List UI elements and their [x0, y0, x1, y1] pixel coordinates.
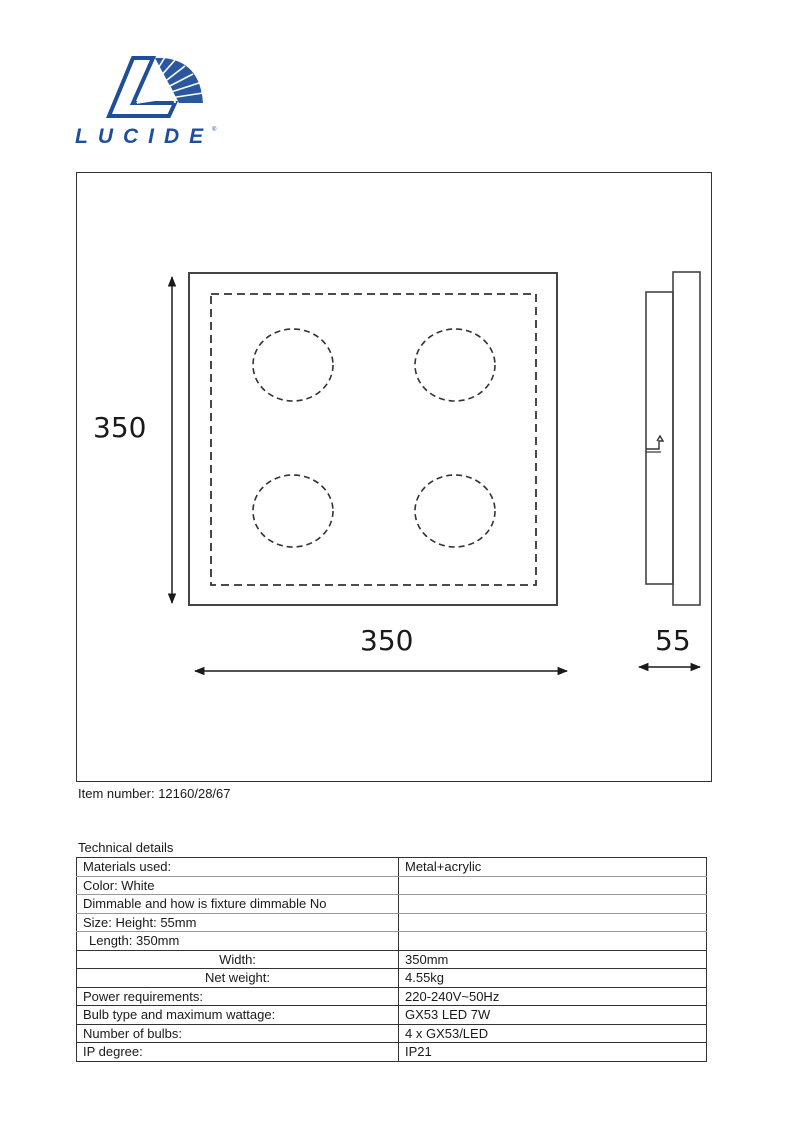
table-row [77, 1043, 707, 1062]
row-value: IP21 [399, 1043, 707, 1062]
row-value [399, 895, 707, 914]
front-view-outline [189, 273, 557, 605]
row-value [399, 876, 707, 895]
row-label: IP degree: [77, 1043, 399, 1062]
table-row [77, 895, 707, 914]
row-value: 220-240V~50Hz [399, 987, 707, 1006]
lucide-l-sunburst-icon [75, 55, 225, 125]
row-value: 350mm [399, 950, 707, 969]
row-value [399, 913, 707, 932]
logo-wordmark: LUCIDE [75, 125, 214, 148]
row-label: Length: 350mm [77, 932, 399, 951]
fixture-drawing [77, 173, 713, 783]
table-row [77, 1024, 707, 1043]
row-label: Materials used: [77, 858, 399, 877]
row-label: Size: Height: 55mm [77, 913, 399, 932]
technical-drawing [76, 172, 712, 782]
row-value: 4 x GX53/LED [399, 1024, 707, 1043]
item-number: Item number: 12160/28/67 [78, 786, 231, 801]
row-value: 4.55kg [399, 969, 707, 988]
registered-mark: ® [212, 127, 217, 133]
row-value [399, 932, 707, 951]
lucide-logo [75, 55, 225, 160]
bulb-circle-bottom-left [253, 475, 333, 547]
row-label: Width: [77, 950, 399, 969]
table-row [77, 987, 707, 1006]
row-label: Number of bulbs: [77, 1024, 399, 1043]
row-label: Dimmable and how is fixture dimmable No [77, 895, 399, 914]
table-row [77, 858, 707, 877]
row-label: Bulb type and maximum wattage: [77, 1006, 399, 1025]
height-dimension-label: 350 [93, 411, 147, 444]
row-value: GX53 LED 7W [399, 1006, 707, 1025]
row-label: Net weight: [77, 969, 399, 988]
inner-panel-dashed [211, 294, 536, 585]
bulb-circle-top-left [253, 329, 333, 401]
bulb-circle-top-right [415, 329, 495, 401]
table-row [77, 876, 707, 895]
table-row [77, 932, 707, 951]
width-dimension-label: 350 [360, 624, 414, 657]
bulb-circle-bottom-right [415, 475, 495, 547]
row-label: Power requirements: [77, 987, 399, 1006]
table-row [77, 950, 707, 969]
row-value: Metal+acrylic [399, 858, 707, 877]
row-label: Color: White [77, 876, 399, 895]
table-row [77, 913, 707, 932]
depth-dimension-label: 55 [655, 624, 691, 657]
side-view-bracket-icon [646, 436, 663, 449]
technical-details-title: Technical details [78, 840, 174, 855]
side-view-panel [673, 272, 700, 605]
table-row [77, 969, 707, 988]
table-row [77, 1006, 707, 1025]
technical-details-table [76, 857, 707, 1062]
